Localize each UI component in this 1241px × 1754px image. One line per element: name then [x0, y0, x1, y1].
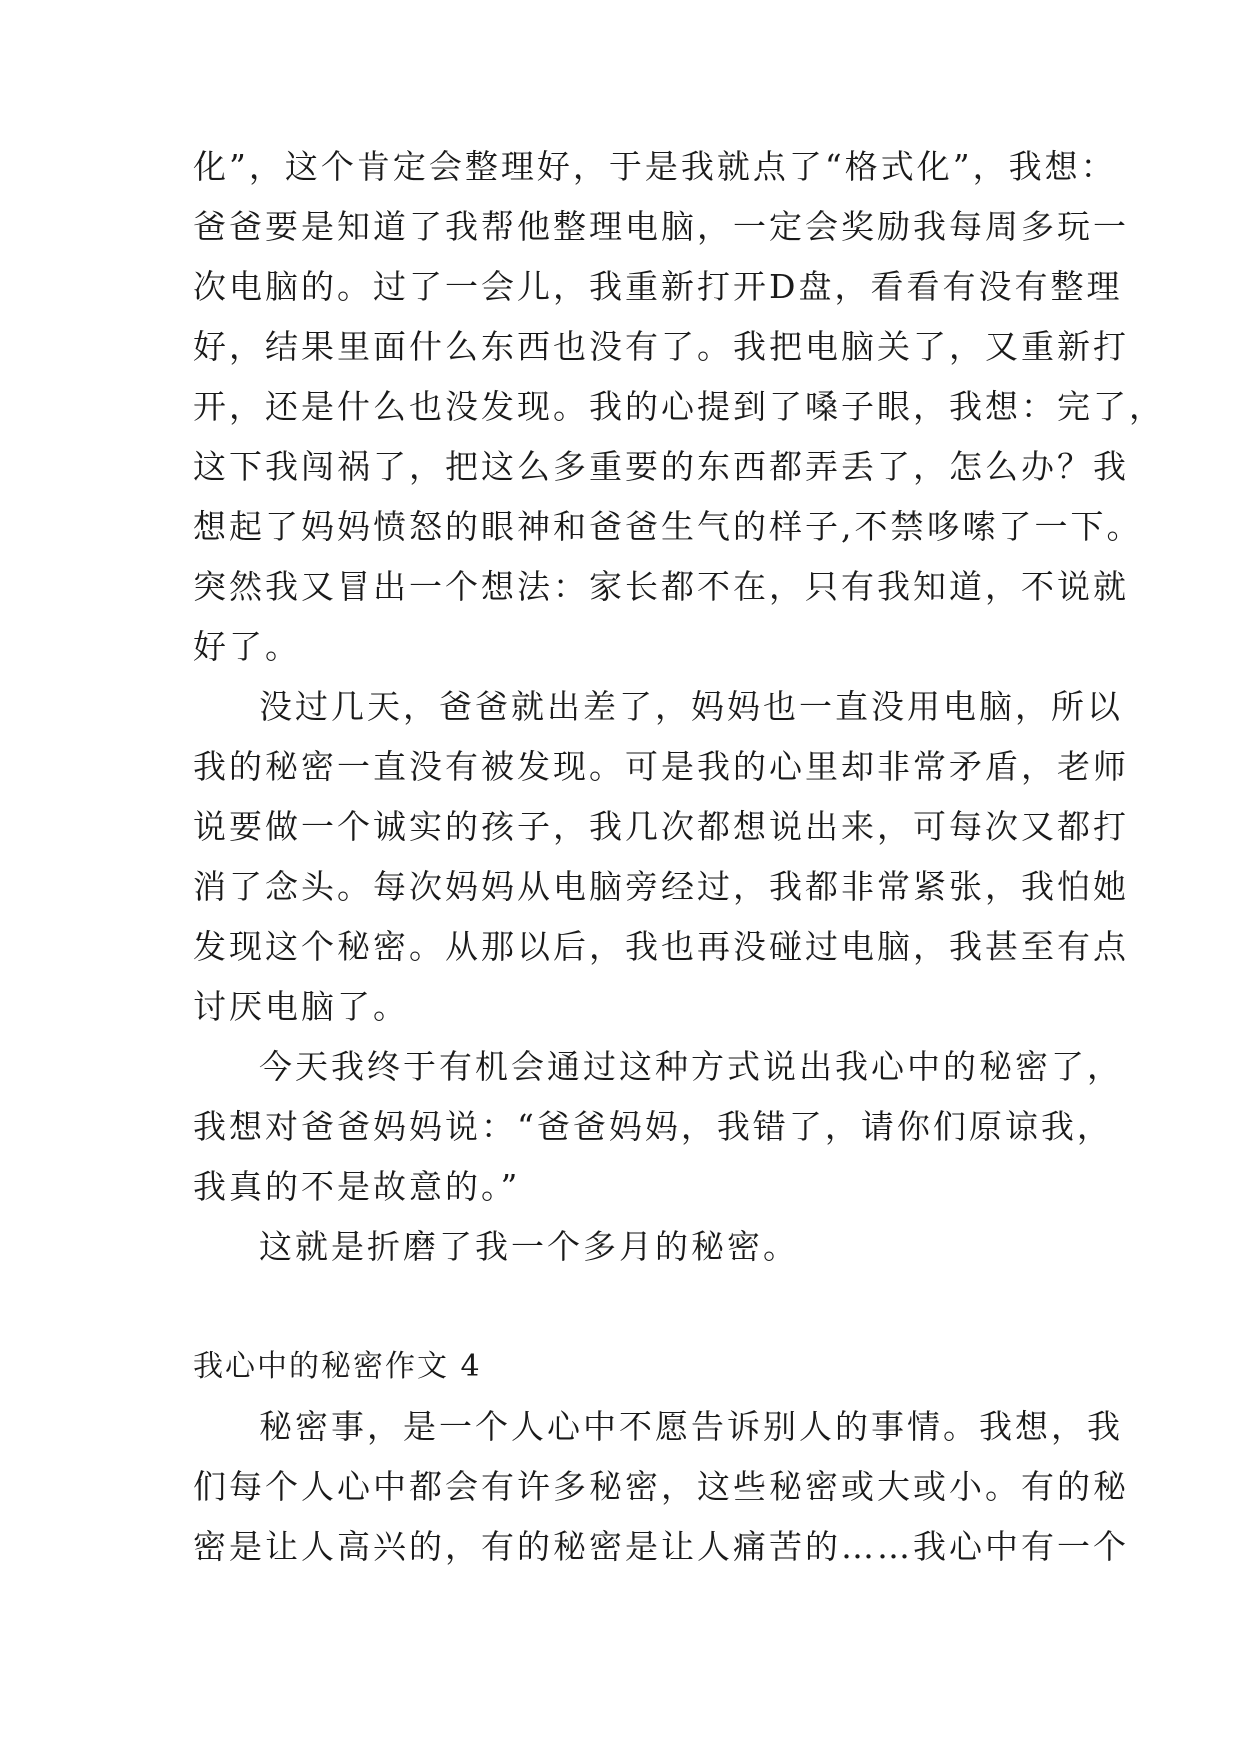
text-line: 次电脑的。过了一会儿，我重新打开D盘，看看有没有整理: [193, 267, 1123, 306]
text-line: 消了念头。每次妈妈从电脑旁经过，我都非常紧张，我怕她: [193, 867, 1129, 906]
text-line: 说要做一个诚实的孩子，我几次都想说出来，可每次又都打: [193, 807, 1129, 846]
text-line: 我真的不是故意的。”: [193, 1167, 521, 1206]
paragraph: [193, 1397, 1129, 1577]
text-line: 我想对爸爸妈妈说：“爸爸妈妈，我错了，请你们原谅我，: [193, 1107, 1113, 1146]
text-line: 突然我又冒出一个想法：家长都不在，只有我知道，不说就: [193, 567, 1129, 606]
text-line: 想起了妈妈愤怒的眼神和爸爸生气的样子,不禁哆嗦了一下。: [193, 507, 1143, 546]
text-line: 这就是折磨了我一个多月的秘密。: [259, 1227, 799, 1266]
text-line: 密是让人高兴的，有的秘密是让人痛苦的……我心中有一个: [193, 1527, 1129, 1566]
text-line: 好了。: [193, 627, 301, 666]
text-line: 这下我闯祸了，把这么多重要的东西都弄丢了，怎么办？我: [193, 447, 1129, 486]
text-line: 没过几天，爸爸就出差了，妈妈也一直没用电脑，所以: [259, 687, 1123, 726]
text-line: 们每个人心中都会有许多秘密，这些秘密或大或小。有的秘: [193, 1467, 1129, 1506]
text-line: 秘密事，是一个人心中不愿告诉别人的事情。我想，我: [259, 1407, 1123, 1446]
paragraph-continued: [193, 137, 1165, 677]
text-line: 好，结果里面什么东西也没有了。我把电脑关了，又重新打: [193, 327, 1129, 366]
paragraph: [193, 1037, 1123, 1217]
section-heading-block: [193, 1337, 1053, 1397]
section-heading: 我心中的秘密作文 4: [193, 1349, 482, 1384]
paragraph: [193, 677, 1129, 1037]
text-line: 今天我终于有机会通过这种方式说出我心中的秘密了，: [259, 1047, 1123, 1086]
text-line: 我的秘密一直没有被发现。可是我的心里却非常矛盾，老师: [193, 747, 1129, 786]
text-line: 发现这个秘密。从那以后，我也再没碰过电脑，我甚至有点: [193, 927, 1129, 966]
text-line: 讨厌电脑了。: [193, 987, 409, 1026]
text-line: 化”，这个肯定会整理好，于是我就点了“格式化”，我想：: [193, 147, 1117, 186]
paragraph: [193, 1217, 1053, 1277]
text-line: 爸爸要是知道了我帮他整理电脑，一定会奖励我每周多玩一: [193, 207, 1129, 246]
text-line: 开，还是什么也没发现。我的心提到了嗓子眼，我想：完了，: [193, 387, 1165, 426]
